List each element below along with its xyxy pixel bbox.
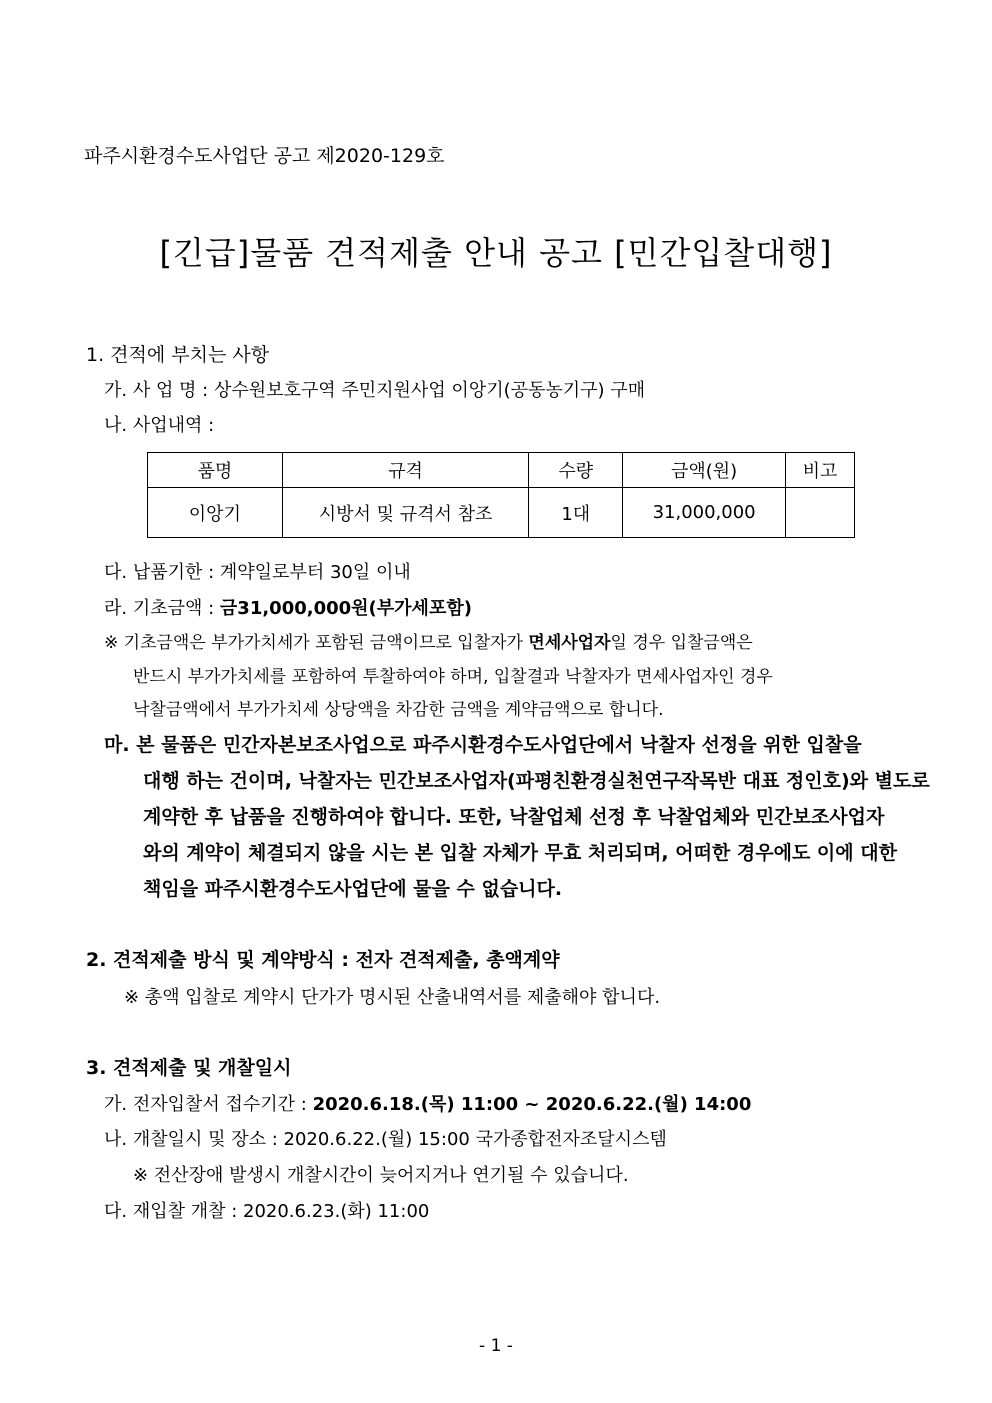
section3-item-da: 다. 재입찰 개찰 : 2020.6.23.(화) 11:00	[104, 1201, 430, 1222]
business-detail-table	[147, 452, 855, 538]
table-header-row	[148, 453, 855, 488]
section1-item-da: 다. 납품기한 : 계약일로부터 30일 이내	[104, 562, 411, 583]
section1-item-ra	[104, 594, 472, 620]
section3-note: ※ 전산장애 발생시 개찰시간이 늦어지거나 연기될 수 있습니다.	[133, 1165, 629, 1186]
section1-item-ma-line: 와의 계약이 체결되지 않을 시는 본 입찰 자체가 무효 처리되며, 어떠한 경우에도 이에 대한	[143, 842, 897, 864]
tax-exempt-emphasis: 면세사업자	[528, 633, 611, 653]
base-amount-label: 라. 기초금액 :	[104, 598, 220, 619]
table-cell: 31,000,000	[623, 488, 786, 538]
vat-note-text: 기초금액은 부가가치세가 포함된 금액이므로 입찰자가	[118, 633, 529, 653]
bid-period-value: 2020.6.18.(목) 11:00 ~ 2020.6.22.(월) 14:00	[312, 1094, 752, 1115]
page-number: - 1 -	[479, 1336, 513, 1356]
section3-item-na: 나. 개찰일시 및 장소 : 2020.6.22.(월) 15:00 국가종합전자조달시스템	[104, 1129, 667, 1150]
table-cell: 1대	[529, 488, 623, 538]
table-cell: 이앙기	[148, 488, 283, 538]
table-row	[148, 488, 855, 538]
table-header-cell: 수량	[529, 453, 623, 488]
note-mark: ※	[104, 633, 119, 653]
section1-item-ma-line: 대행 하는 건이며, 낙찰자는 민간보조사업자(파평친환경실천연구작목반 대표 정인호)와 별도로	[143, 770, 930, 792]
section2-note: ※ 총액 입찰로 계약시 단가가 명시된 산출내역서를 제출해야 합니다.	[124, 987, 661, 1008]
vat-note-line3: 낙찰금액에서 부가가치세 상당액을 차감한 금액을 계약금액으로 합니다.	[133, 700, 664, 720]
page-title: [긴급]물품 견적제출 안내 공고 [민간입찰대행]	[159, 234, 833, 272]
notice-number: 파주시환경수도사업단 공고 제2020-129호	[84, 145, 445, 167]
table-header-cell: 비고	[786, 453, 855, 488]
section1-item-ga: 가. 사 업 명 : 상수원보호구역 주민지원사업 이앙기(공동농기구) 구매	[104, 380, 646, 401]
base-amount-value: 금31,000,000원(부가세포함)	[219, 598, 472, 619]
vat-note-line2: 반드시 부가가치세를 포함하여 투찰하여야 하며, 입찰결과 낙찰자가 면세사업자인 경우	[133, 667, 773, 687]
vat-note-line1	[104, 628, 753, 653]
section1-item-ma-line: 마. 본 물품은 민간자본보조사업으로 파주시환경수도사업단에서 낙찰자 선정을 위한 입찰을	[104, 734, 862, 756]
section2-heading: 2. 견적제출 방식 및 계약방식 : 전자 견적제출, 총액계약	[86, 949, 560, 971]
table-header-cell: 규격	[282, 453, 529, 488]
vat-note-text: 일 경우 입찰금액은	[610, 633, 753, 653]
section1-item-ma-line: 책임을 파주시환경수도사업단에 물을 수 없습니다.	[143, 878, 563, 900]
table-cell	[786, 488, 855, 538]
table-header-cell: 금액(원)	[623, 453, 786, 488]
section3-item-ga	[104, 1090, 751, 1116]
bid-period-label: 가. 전자입찰서 접수기간 :	[104, 1094, 313, 1115]
section1-heading: 1. 견적에 부치는 사항	[86, 344, 270, 366]
section1-item-na: 나. 사업내역 :	[104, 415, 215, 436]
section1-item-ma-line: 계약한 후 납품을 진행하여야 합니다. 또한, 낙찰업체 선정 후 낙찰업체와 민간보조사업자	[143, 806, 885, 828]
section3-heading: 3. 견적제출 및 개찰일시	[86, 1057, 292, 1079]
table-header-cell: 품명	[148, 453, 283, 488]
table-cell: 시방서 및 규격서 참조	[282, 488, 529, 538]
